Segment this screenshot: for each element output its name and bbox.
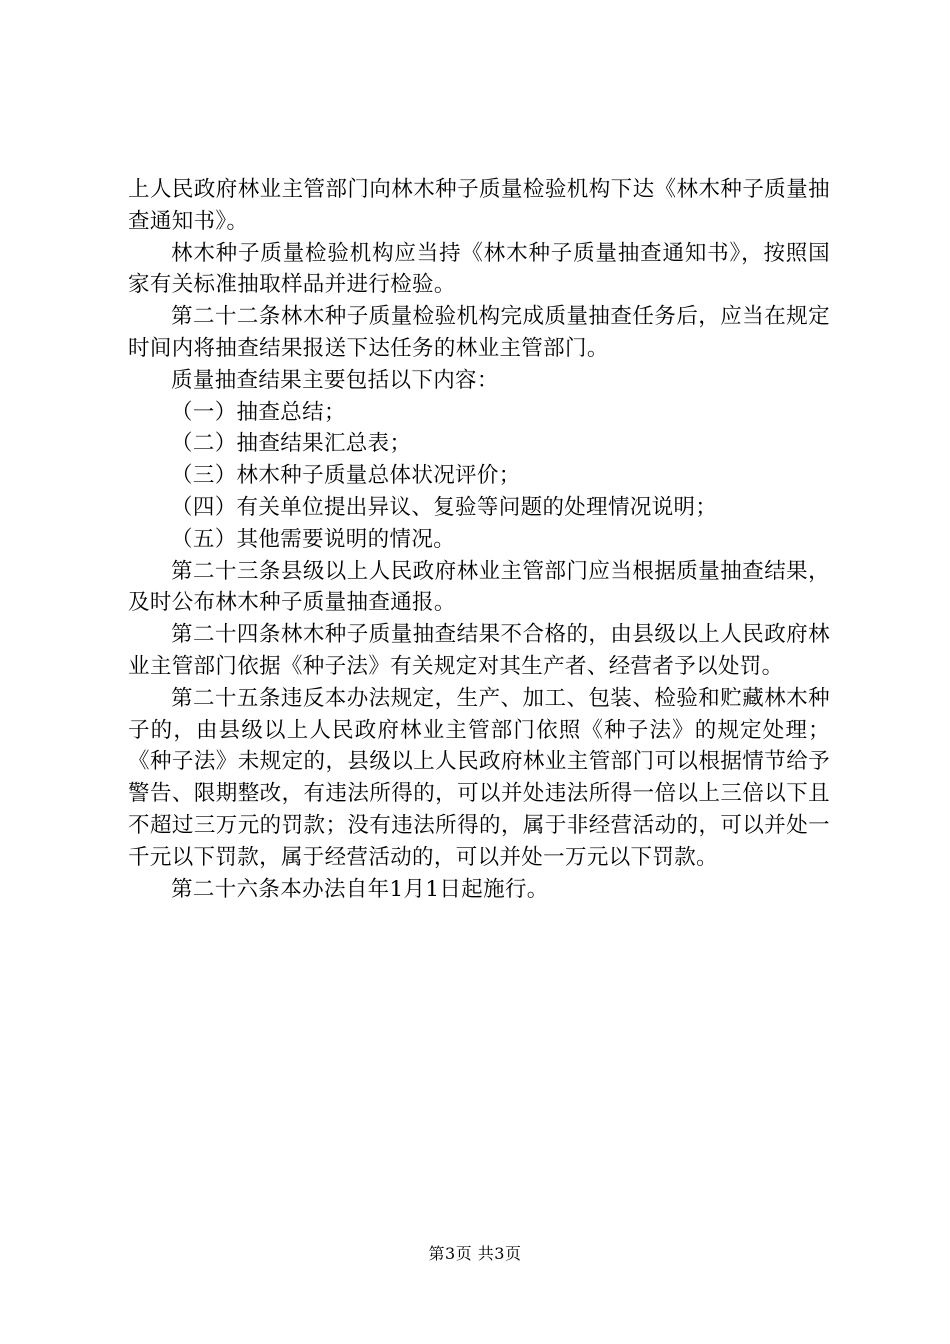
paragraph-article-23: 第二十三条县级以上人民政府林业主管部门应当根据质量抽查结果，及时公布林木种子质量抽查通报。	[128, 558, 830, 616]
paragraph-article-25: 第二十五条违反本办法规定，生产、加工、包装、检验和贮藏林木种子的，由县级以上人民政府林业主管部门依照《种子法》的规定处理；《种子法》未规定的，县级以上人民政府林业主管部门可以根据情节给予警告、限期整改，有违法所得的，可以并处违法所得一倍以上三倍以下且不超过三万元的罚款；没有违法所得的，属于非经营活动的，可以并处一千元以下罚款，属于经营活动的，可以并处一万元以下罚款。	[128, 685, 830, 870]
paragraph-continuation: 上人民政府林业主管部门向林木种子质量检验机构下达《林木种子质量抽查通知书》。	[128, 177, 830, 234]
page-footer	[0, 1244, 950, 1264]
list-item-5: （五）其他需要说明的情况。	[171, 526, 456, 552]
paragraph-article-24: 第二十四条林木种子质量抽查结果不合格的，由县级以上人民政府林业主管部门依据《种子法》有关规定对其生产者、经营者予以处罚。	[128, 622, 830, 679]
paragraph-article-26: 第二十六条本办法自年1月1日起施行。	[171, 876, 549, 902]
paragraph-article-22: 第二十二条林木种子质量检验机构完成质量抽查任务后，应当在规定时间内将抽查结果报送下达任务的林业主管部门。	[128, 304, 830, 361]
page-number-label: 第3页 共3页	[428, 1244, 522, 1263]
list-item-3: （三）林木种子质量总体状况评价；	[171, 463, 521, 489]
list-item-2: （二）抽查结果汇总表；	[171, 431, 412, 457]
paragraph-results-contents: 质量抽查结果主要包括以下内容：	[171, 367, 499, 393]
paragraph-inspection-agency: 林木种子质量检验机构应当持《林木种子质量抽查通知书》，按照国家有关标准抽取样品并进行检验。	[128, 240, 830, 298]
document-body	[128, 174, 830, 905]
list-item-1: （一）抽查总结；	[171, 399, 346, 425]
list-item-4: （四）有关单位提出异议、复验等问题的处理情况说明；	[171, 494, 718, 520]
